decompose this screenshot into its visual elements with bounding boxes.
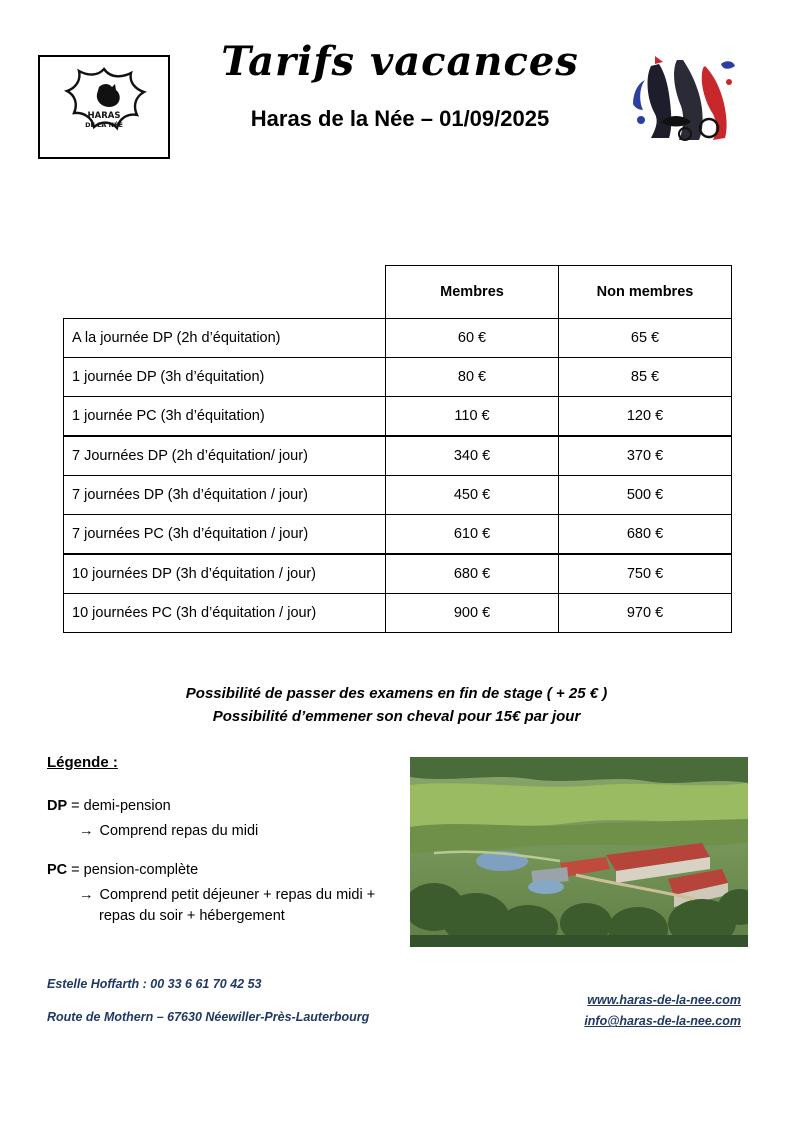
column-header-membres: Membres xyxy=(386,266,559,319)
note-horse: Possibilité d’emmener son cheval pour 15€ par jour xyxy=(212,708,581,726)
aerial-photo-illustration xyxy=(410,757,748,947)
row-label: A la journée DP (2h d’équitation) xyxy=(64,319,386,358)
table-row xyxy=(64,476,732,515)
table-row xyxy=(64,554,732,594)
legend-block xyxy=(47,752,397,945)
title-block xyxy=(190,40,610,132)
row-price-membres: 60 € xyxy=(386,319,559,358)
page-title: Tarifs vacances xyxy=(221,38,579,85)
row-label: 7 journées PC (3h d’équitation / jour) xyxy=(64,515,386,555)
legend-title: Légende : xyxy=(47,754,118,771)
legend-pc-detail-cont: repas du soir + hébergement xyxy=(99,907,285,924)
row-price-membres: 110 € xyxy=(386,397,559,437)
row-price-non-membres: 85 € xyxy=(559,358,732,397)
price-table-head xyxy=(64,266,732,319)
footer-website-link[interactable]: www.haras-de-la-nee.com xyxy=(587,993,741,1007)
svg-text:DE LA NÉE: DE LA NÉE xyxy=(85,121,123,129)
note-exams: Possibilité de passer des examens en fin de stage ( + 25 € ) xyxy=(185,685,608,702)
legend-pc-detail-text: Comprend petit déjeuner + repas du midi + xyxy=(99,886,376,903)
row-price-non-membres: 65 € xyxy=(559,319,732,358)
table-header-row xyxy=(64,266,732,319)
footer-right xyxy=(584,990,741,1033)
legend-entry-dp xyxy=(47,796,397,842)
table-row xyxy=(64,436,732,476)
price-table-body xyxy=(64,319,732,633)
legend-pc-detail xyxy=(79,885,397,906)
haras-logo-icon xyxy=(49,65,159,149)
table-row xyxy=(64,319,732,358)
row-price-non-membres: 680 € xyxy=(559,515,732,555)
table-row xyxy=(64,594,732,633)
row-price-non-membres: 370 € xyxy=(559,436,732,476)
row-price-membres: 340 € xyxy=(386,436,559,476)
document-header xyxy=(0,30,793,180)
legend-pc-line xyxy=(47,860,397,881)
svg-text:HARAS: HARAS xyxy=(87,111,121,121)
legend-pc-code: PC xyxy=(47,861,68,878)
table-row xyxy=(64,397,732,437)
legend-entry-pc xyxy=(47,860,397,927)
footer-contact-name: Estelle Hoffarth : 00 33 6 61 70 42 53 xyxy=(47,977,262,991)
row-label: 7 Journées DP (2h d’équitation/ jour) xyxy=(64,436,386,476)
logo-box xyxy=(38,55,170,159)
aerial-photo xyxy=(410,757,748,947)
legend-pc-text: = pension-complète xyxy=(67,861,199,878)
row-label: 7 journées DP (3h d’équitation / jour) xyxy=(64,476,386,515)
row-price-non-membres: 120 € xyxy=(559,397,732,437)
row-label: 10 journées DP (3h d’équitation / jour) xyxy=(64,554,386,594)
stamp-illustration xyxy=(625,48,745,158)
row-price-membres: 450 € xyxy=(386,476,559,515)
row-label: 10 journées PC (3h d’équitation / jour) xyxy=(64,594,386,633)
table-row xyxy=(64,358,732,397)
notes-block xyxy=(0,682,793,729)
horse-sport-stamp-icon xyxy=(625,48,745,158)
legend-dp-code: DP xyxy=(47,797,68,814)
row-label: 1 journée PC (3h d’équitation) xyxy=(64,397,386,437)
page-subtitle: Haras de la Née – 01/09/2025 xyxy=(250,106,550,131)
row-price-membres: 80 € xyxy=(386,358,559,397)
row-price-non-membres: 970 € xyxy=(559,594,732,633)
row-price-membres: 680 € xyxy=(386,554,559,594)
arrow-icon: → xyxy=(79,886,94,903)
footer-email-link[interactable]: info@haras-de-la-nee.com xyxy=(584,1014,741,1029)
column-header-non-membres: Non membres xyxy=(559,266,732,319)
row-price-non-membres: 750 € xyxy=(559,554,732,594)
table-row xyxy=(64,515,732,555)
table-corner-cell xyxy=(64,266,386,319)
legend-dp-detail-text: Comprend repas du midi xyxy=(99,822,259,839)
footer-address: Route de Mothern – 67630 Néewiller-Près-Lauterbourg xyxy=(47,1009,370,1024)
arrow-icon: → xyxy=(79,822,94,839)
row-label: 1 journée DP (3h d’équitation) xyxy=(64,358,386,397)
footer-left xyxy=(47,968,369,1033)
legend-dp-line xyxy=(47,796,397,817)
legend-dp-detail xyxy=(79,821,397,842)
row-price-non-membres: 500 € xyxy=(559,476,732,515)
legend-dp-text: = demi-pension xyxy=(67,797,171,814)
row-price-membres: 610 € xyxy=(386,515,559,555)
price-table xyxy=(63,265,732,633)
row-price-membres: 900 € xyxy=(386,594,559,633)
